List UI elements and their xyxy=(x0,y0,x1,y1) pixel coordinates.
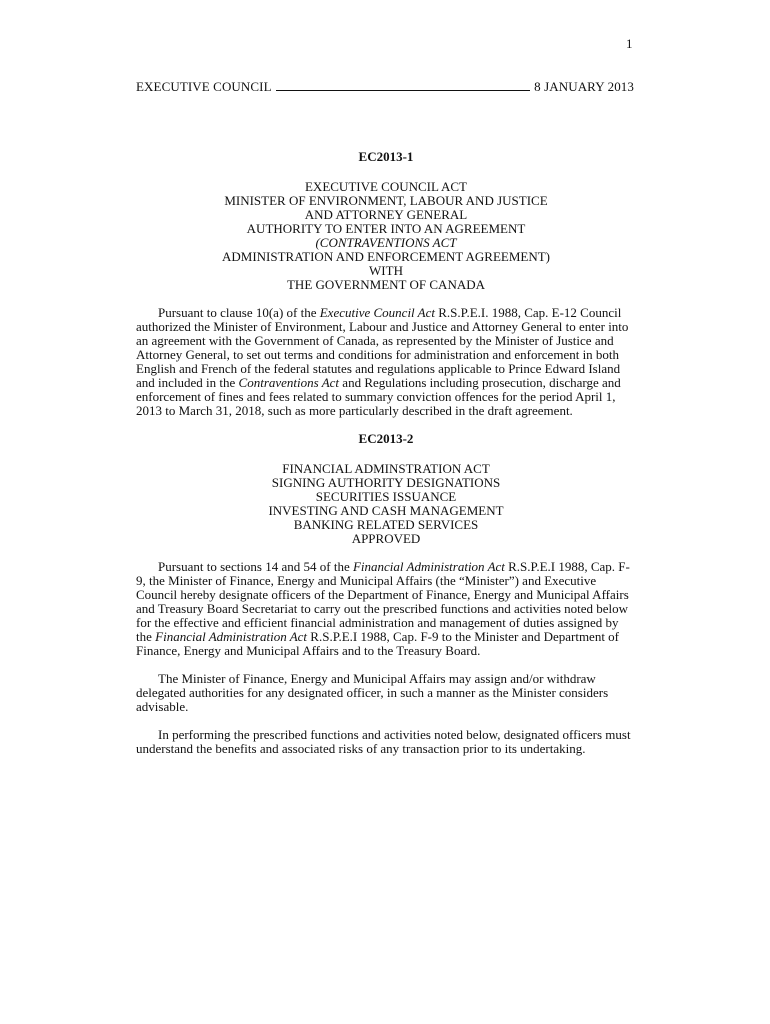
act-name: Contraventions Act xyxy=(238,375,340,390)
order-number: EC2013-1 xyxy=(358,149,414,164)
header-rule xyxy=(276,90,530,91)
order-title xyxy=(136,462,636,546)
paragraph-text: and Regulations including prosecution, discharge and enforcement of fines and fees related to summary conviction offences for the period April 1, 2013 to March 31, 2018, such as more particularly described in the draft agreement. xyxy=(136,375,621,418)
paragraph-text: R.S.P.E.I. 1988, Cap. E-12 Council authorized the Minister of Environment, Labour and Justice and Attorney General to enter into an agreement with the Government of Canada, as represented by the Minister of Justice and Attorney General, to set out terms and conditions for administration and enforcement in both English and French of the federal statutes and regulations applicable to Prince Edward Island and included in the xyxy=(136,305,629,390)
order-title-line: MINISTER OF ENVIRONMENT, LABOUR AND JUSTICE xyxy=(224,193,548,208)
order-title-line: INVESTING AND CASH MANAGEMENT xyxy=(268,503,504,518)
paragraph-text: R.S.P.E.I 1988, Cap. F-9 to the Minister and Department of Finance, Energy and Municipal Affairs and to the Treasury Board. xyxy=(136,629,620,658)
order-title-line: AUTHORITY TO ENTER INTO AN AGREEMENT xyxy=(246,221,526,236)
document-header xyxy=(136,79,634,95)
act-name: Financial Administration Act xyxy=(352,559,505,574)
order-section xyxy=(136,150,636,418)
order-title-line: FINANCIAL ADMINSTRATION ACT xyxy=(282,461,490,476)
document-body xyxy=(136,150,636,770)
order-title-line: BANKING RELATED SERVICES xyxy=(293,517,479,532)
order-paragraph xyxy=(136,560,636,658)
order-title-line: SECURITIES ISSUANCE xyxy=(315,489,457,504)
page-number: 1 xyxy=(626,36,633,51)
order-title-line-italic: (CONTRAVENTIONS ACT xyxy=(315,235,457,250)
order-title-line: AND ATTORNEY GENERAL xyxy=(304,207,468,222)
paragraph-text: R.S.P.E.I 1988, Cap. F-9, the Minister of Finance, Energy and Municipal Affairs (the “Minister”) and Executive Council hereby designate officers of the Department of Finance, Energy and Municipal Affairs and Treasury Board Secretariat to carry out the prescribed functions and activities noted below for the effective and efficient financial administration and management of duties assigned by the xyxy=(136,559,630,644)
order-paragraph: The Minister of Finance, Energy and Municipal Affairs may assign and/or withdraw delegated authorities for any designated officer, in such a manner as the Minister considers advisable. xyxy=(136,671,609,714)
order-paragraph: In performing the prescribed functions and activities noted below, designated officers must understand the benefits and associated risks of any transaction prior to its undertaking. xyxy=(136,727,631,756)
order-title-line: ADMINISTRATION AND ENFORCEMENT AGREEMENT) xyxy=(221,249,550,264)
act-name: Executive Council Act xyxy=(319,305,436,320)
order-title-line: WITH xyxy=(369,263,403,278)
paragraph-text: Pursuant to clause 10(a) of the xyxy=(158,305,320,320)
order-title-line: APPROVED xyxy=(351,531,421,546)
order-paragraph xyxy=(136,306,636,418)
order-title-line: EXECUTIVE COUNCIL ACT xyxy=(304,179,467,194)
header-title: EXECUTIVE COUNCIL xyxy=(136,79,272,94)
order-title-line: SIGNING AUTHORITY DESIGNATIONS xyxy=(271,475,501,490)
order-title-line: THE GOVERNMENT OF CANADA xyxy=(286,277,485,292)
header-date: 8 JANUARY 2013 xyxy=(534,79,634,94)
order-title xyxy=(136,180,636,292)
paragraph-text: Pursuant to sections 14 and 54 of the xyxy=(158,559,353,574)
act-name: Financial Administration Act xyxy=(155,629,308,644)
order-number: EC2013-2 xyxy=(358,431,414,446)
order-section xyxy=(136,432,636,756)
